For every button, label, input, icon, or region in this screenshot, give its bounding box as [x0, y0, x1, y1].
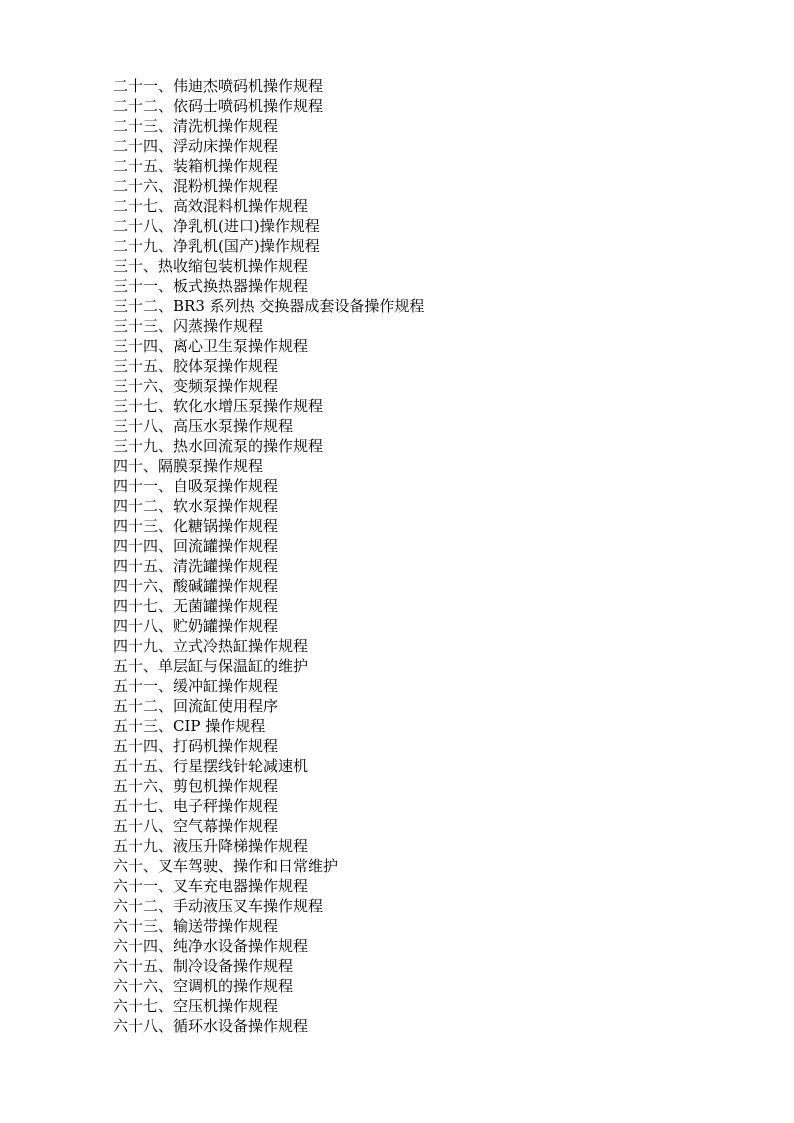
toc-item: 六十五、制冷设备操作规程: [113, 957, 294, 975]
toc-item: 四十四、回流罐操作规程: [113, 537, 279, 555]
toc-item: 六十六、空调机的操作规程: [113, 977, 294, 995]
toc-item: 三十六、变频泵操作规程: [113, 377, 279, 395]
toc-item: 二十三、清洗机操作规程: [113, 117, 279, 135]
toc-item: 三十七、软化水增压泵操作规程: [113, 397, 324, 415]
toc-item: 四十一、自吸泵操作规程: [113, 477, 279, 495]
toc-item: 四十二、软水泵操作规程: [113, 497, 279, 515]
toc-item: 二十九、净乳机(国产)操作规程: [113, 237, 320, 255]
toc-item: 四十八、贮奶罐操作规程: [113, 617, 279, 635]
toc-item: 四十七、无菌罐操作规程: [113, 597, 279, 615]
toc-item: 五十五、行星摆线针轮减速机: [113, 757, 309, 775]
toc-item: 五十六、剪包机操作规程: [113, 777, 279, 795]
toc-item: 六十、叉车驾驶、操作和日常维护: [113, 857, 339, 875]
toc-item: 三十三、闪蒸操作规程: [113, 317, 264, 335]
toc-item: 六十八、循环水设备操作规程: [113, 1017, 309, 1035]
toc-item: 三十八、高压水泵操作规程: [113, 417, 294, 435]
toc-item: 四十五、清洗罐操作规程: [113, 557, 279, 575]
toc-item: 二十二、依码士喷码机操作规程: [113, 97, 324, 115]
toc-item: 六十七、空压机操作规程: [113, 997, 279, 1015]
toc-item: 三十二、BR3 系列热 交换器成套设备操作规程: [113, 297, 425, 315]
toc-item: 六十二、手动液压叉车操作规程: [113, 897, 324, 915]
toc-item: 五十四、打码机操作规程: [113, 737, 279, 755]
toc-item: 二十六、混粉机操作规程: [113, 177, 279, 195]
toc-item: 五十一、缓冲缸操作规程: [113, 677, 279, 695]
toc-item: 三十五、胶体泵操作规程: [113, 357, 279, 375]
toc-item: 三十一、板式换热器操作规程: [113, 277, 309, 295]
toc-item: 二十一、伟迪杰喷码机操作规程: [113, 77, 324, 95]
toc-item: 二十七、高效混料机操作规程: [113, 197, 309, 215]
toc-item: 二十八、净乳机(进口)操作规程: [113, 217, 320, 235]
toc-item: 六十三、输送带操作规程: [113, 917, 279, 935]
toc-item: 四十九、立式冷热缸操作规程: [113, 637, 309, 655]
toc-item: 四十三、化糖锅操作规程: [113, 517, 279, 535]
toc-list: [113, 76, 424, 1036]
toc-item: 六十四、纯净水设备操作规程: [113, 937, 309, 955]
toc-item: 五十九、液压升降梯操作规程: [113, 837, 309, 855]
toc-item: 三十九、热水回流泵的操作规程: [113, 437, 324, 455]
toc-item: 二十四、浮动床操作规程: [113, 137, 279, 155]
toc-item: 四十六、酸碱罐操作规程: [113, 577, 279, 595]
toc-item: 二十五、装箱机操作规程: [113, 157, 279, 175]
toc-item: 五十三、CIP 操作规程: [113, 717, 266, 735]
toc-item: 五十二、回流缸使用程序: [113, 697, 279, 715]
toc-item: 五十、单层缸与保温缸的维护: [113, 657, 309, 675]
toc-item: 五十八、空气幕操作规程: [113, 817, 279, 835]
toc-item: 三十四、离心卫生泵操作规程: [113, 337, 309, 355]
toc-item: 四十、隔膜泵操作规程: [113, 457, 264, 475]
toc-item: 六十一、叉车充电器操作规程: [113, 877, 309, 895]
toc-item: 五十七、电子秤操作规程: [113, 797, 279, 815]
toc-item: 三十、热收缩包装机操作规程: [113, 257, 309, 275]
